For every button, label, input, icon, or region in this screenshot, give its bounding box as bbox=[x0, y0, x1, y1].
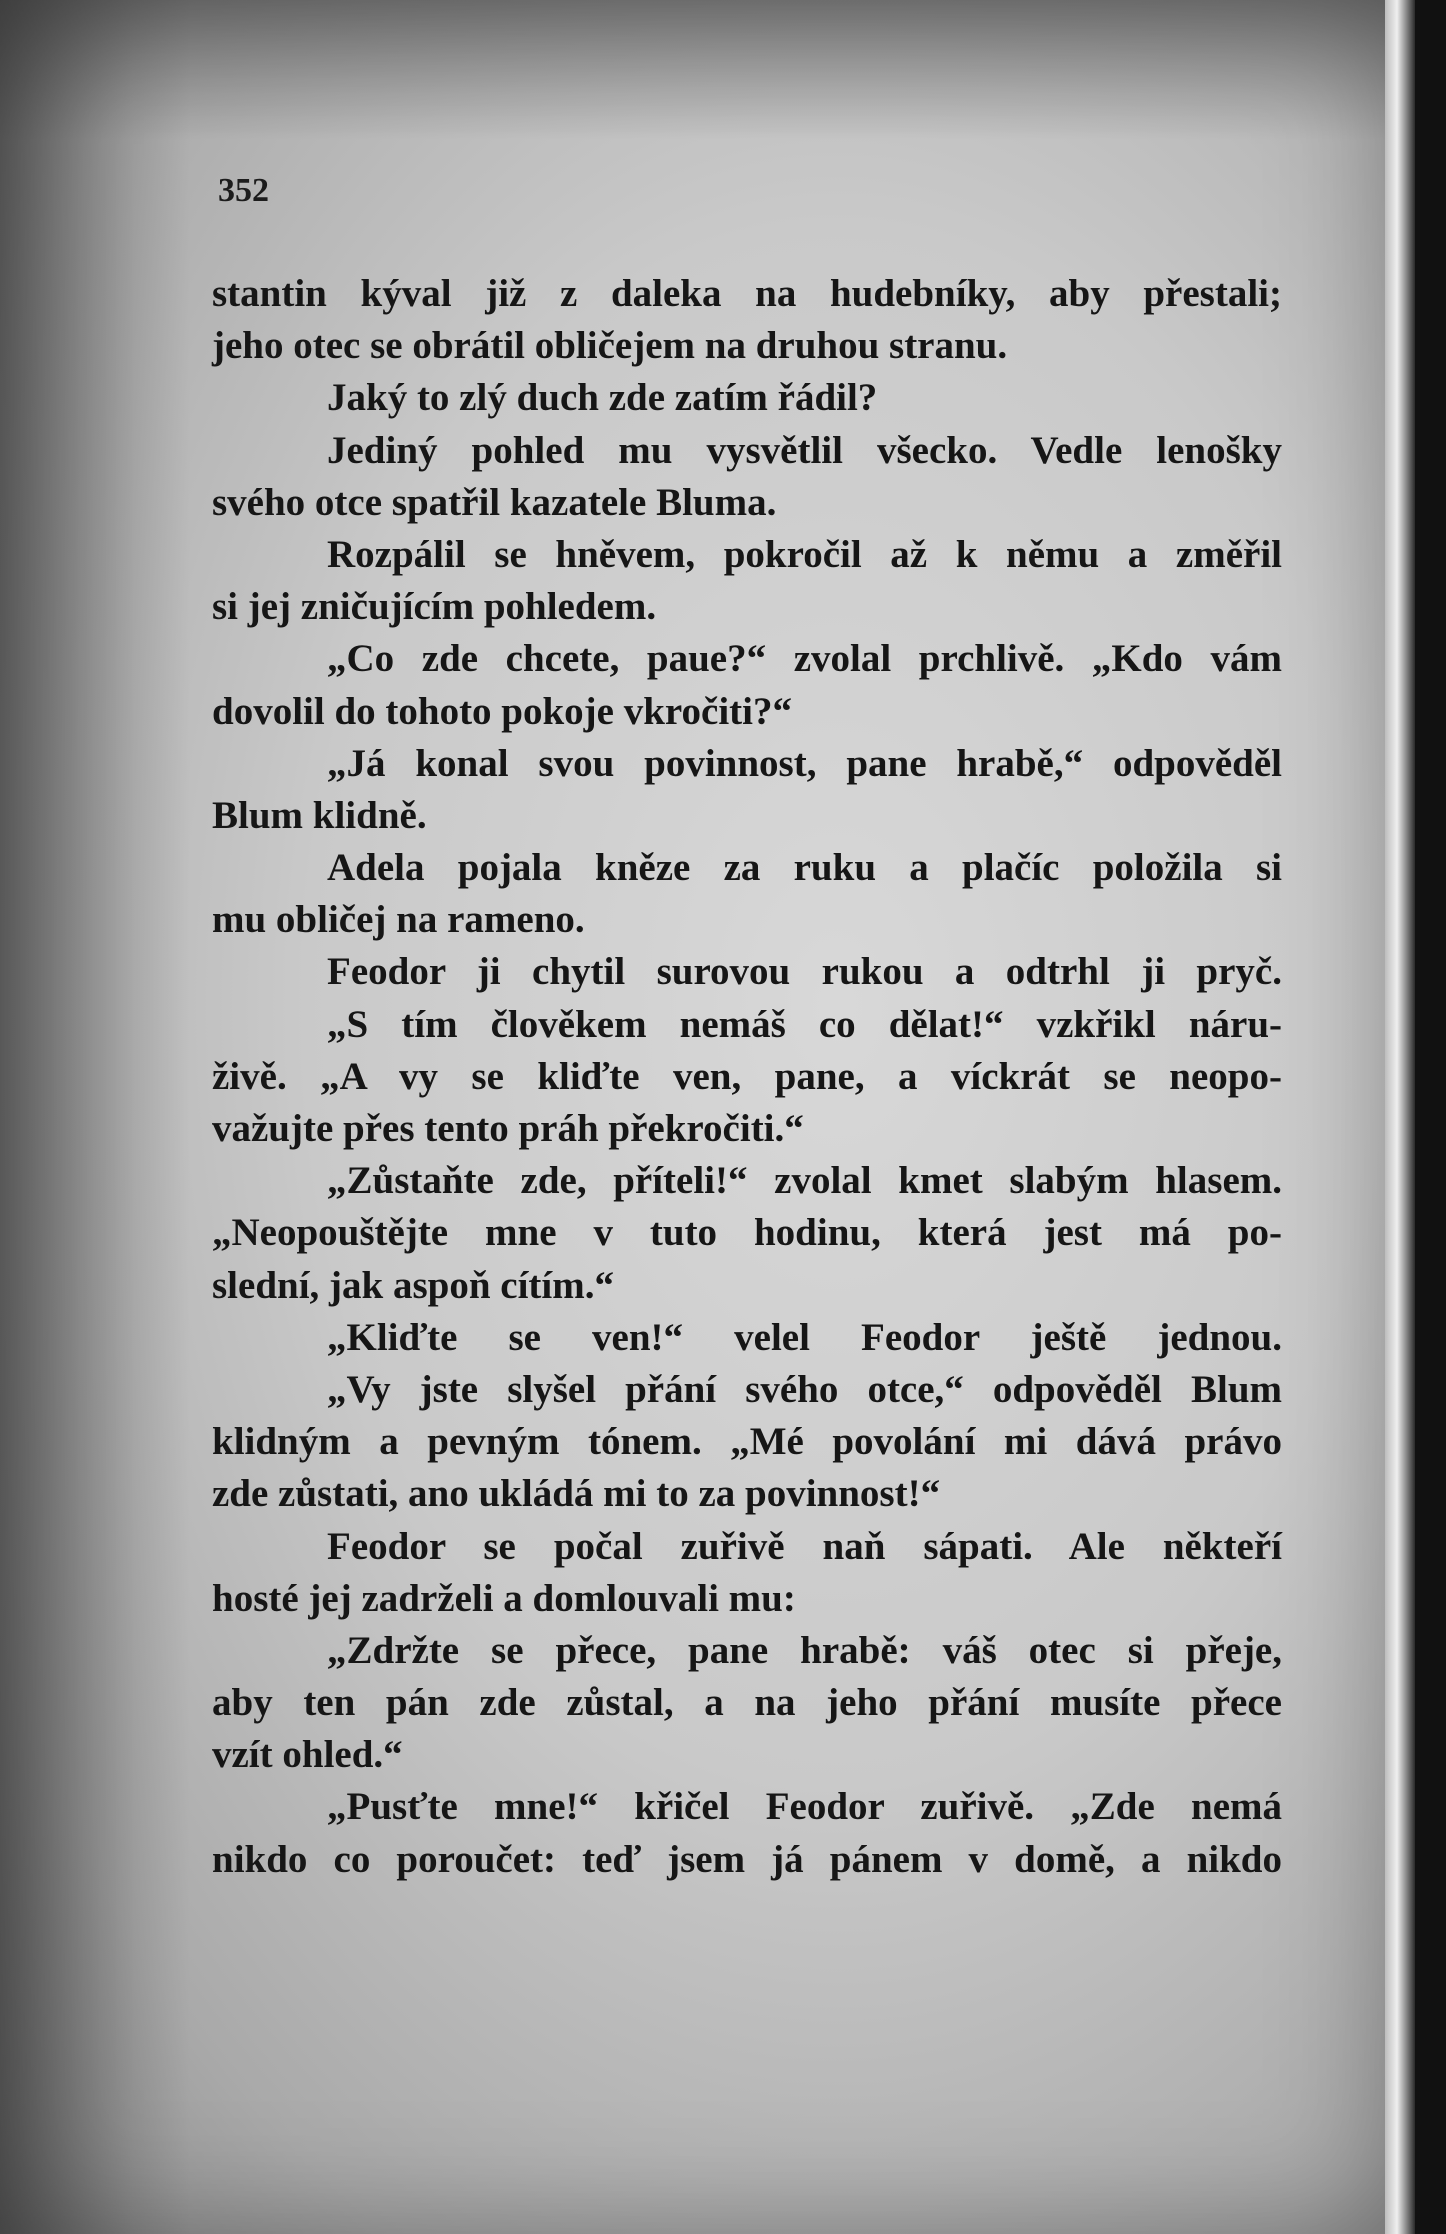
text-line: Jaký to zlý duch zde zatím řádil? bbox=[327, 376, 878, 420]
text-line: mu obličej na rameno. bbox=[212, 898, 585, 942]
text-line: dovolil do tohoto pokoje vkročiti?“ bbox=[212, 689, 792, 733]
text-line: aby ten pán zde zůstal, a na jeho přání musíte přece bbox=[212, 1681, 1282, 1725]
text-line: hosté jej zadrželi a domlouvali mu: bbox=[212, 1576, 796, 1620]
text-line: vzít ohled.“ bbox=[212, 1733, 403, 1777]
text-line: Rozpálil se hněvem, pokročil až k němu a změřil bbox=[327, 532, 1282, 576]
text-line: važujte přes tento práh překročiti.“ bbox=[212, 1107, 804, 1150]
body-text bbox=[212, 268, 1282, 1886]
text-line: „Kliďte se ven!“ velel Feodor ještě jednou. bbox=[327, 1315, 1282, 1359]
text-line: „Zdržte se přece, pane hrabě: váš otec si přeje, bbox=[327, 1628, 1282, 1672]
text-line: zde zůstati, ano ukládá mi to za povinnost!“ bbox=[212, 1472, 941, 1516]
text-line: „Neopouštějte mne v tuto hodinu, která jest má po- bbox=[212, 1211, 1282, 1255]
text-line: Feodor se počal zuřivě naň sápati. Ale někteří bbox=[327, 1524, 1282, 1568]
text-line: „Co zde chcete, paue?“ zvolal prchlivě. „Kdo vám bbox=[327, 637, 1282, 681]
text-line: nikdo co poroučet: teď jsem já pánem v domě, a nikdo bbox=[212, 1837, 1282, 1881]
text-line: živě. „A vy se kliďte ven, pane, a víckrát se neopo- bbox=[212, 1054, 1282, 1098]
text-line: si jej zničujícím pohledem. bbox=[212, 585, 657, 629]
text-line: „Zůstaňte zde, příteli!“ zvolal kmet slabým hlasem. bbox=[327, 1159, 1282, 1203]
text-line: Feodor ji chytil surovou rukou a odtrhl ji pryč. bbox=[327, 950, 1282, 994]
text-line: „Já konal svou povinnost, pane hrabě,“ odpověděl bbox=[327, 741, 1282, 785]
text-line: Jediný pohled mu vysvětlil všecko. Vedle lenošky bbox=[327, 428, 1282, 472]
text-line: jeho otec se obrátil obličejem na druhou stranu. bbox=[212, 324, 1008, 368]
text-line: svého otce spatřil kazatele Bluma. bbox=[212, 480, 777, 524]
text-line: „Vy jste slyšel přání svého otce,“ odpověděl Blum bbox=[327, 1367, 1282, 1411]
text-line: Adela pojala kněze za ruku a plačíc položila si bbox=[327, 846, 1282, 890]
text-line: stantin kýval již z daleka na hudebníky, aby přestali; bbox=[212, 272, 1282, 315]
text-line: klidným a pevným tónem. „Mé povolání mi dává právo bbox=[212, 1420, 1282, 1464]
page-number: 352 bbox=[218, 172, 269, 209]
page-edge bbox=[1385, 0, 1415, 2234]
text-line: Blum klidně. bbox=[212, 793, 427, 837]
text-line: „S tím člověkem nemáš co dělat!“ vzkřikl náru- bbox=[327, 1002, 1282, 1046]
text-line: slední, jak aspoň cítím.“ bbox=[212, 1263, 614, 1307]
text-line: „Pusťte mne!“ křičel Feodor zuřivě. „Zde nemá bbox=[327, 1785, 1282, 1829]
